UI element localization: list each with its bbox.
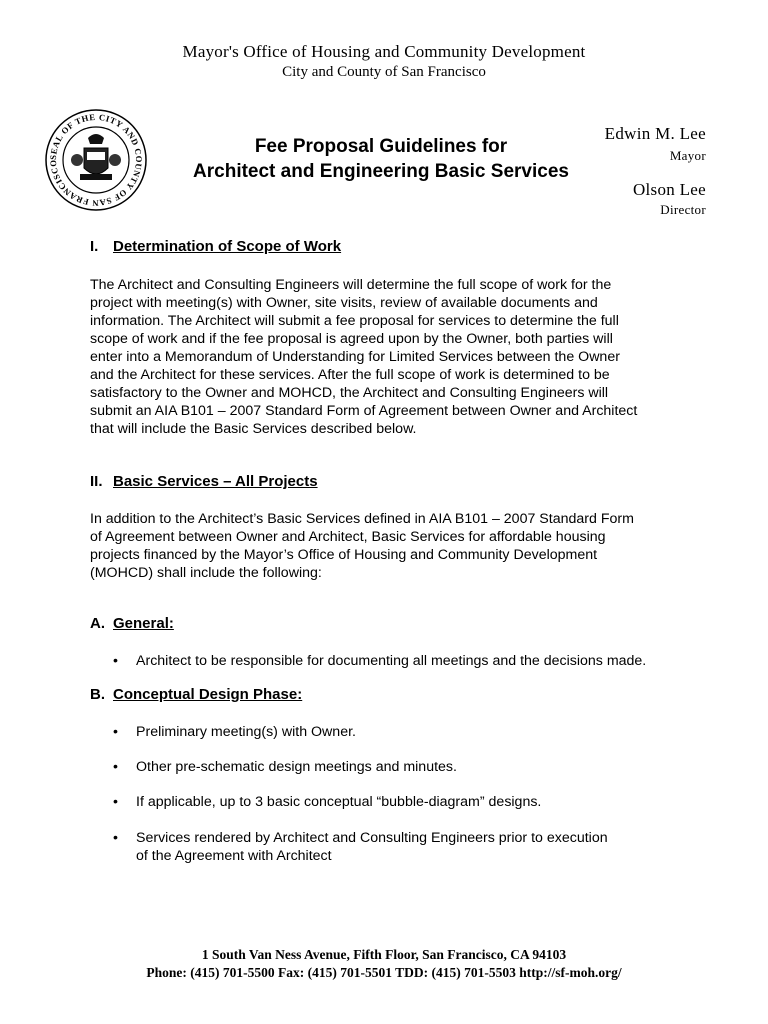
document-title bbox=[150, 134, 612, 184]
section-1-line: information. The Architect will submit a fee proposal for services to determine the full bbox=[90, 313, 619, 329]
office-name: Mayor's Office of Housing and Community Development bbox=[182, 42, 586, 61]
section-2-line: In addition to the Architect’s Basic Services defined in AIA B101 – 2007 Standard Form bbox=[90, 511, 634, 527]
bullet-icon: • bbox=[113, 794, 118, 810]
list-item bbox=[113, 758, 713, 776]
director-role: Director bbox=[660, 202, 706, 217]
subsection-a-title: General: bbox=[113, 615, 174, 632]
section-2-title: Basic Services – All Projects bbox=[113, 473, 318, 490]
section-2-line: of Agreement between Owner and Architect, Basic Services for affordable housing bbox=[90, 529, 606, 545]
title-line-1: Fee Proposal Guidelines for bbox=[254, 136, 508, 157]
subsection-a-letter: A. bbox=[90, 615, 105, 632]
bullet-text: Architect to be responsible for documenting all meetings and the decisions made. bbox=[136, 653, 647, 669]
section-1-body bbox=[90, 276, 710, 438]
city-seal-icon bbox=[44, 108, 148, 212]
subsection-a-heading bbox=[90, 615, 174, 632]
bullet-icon: • bbox=[113, 830, 118, 846]
mayor-name: Edwin M. Lee bbox=[604, 124, 706, 143]
section-2-line: projects financed by the Mayor’s Office of Housing and Community Development bbox=[90, 547, 598, 563]
section-1-line: scope of work and if the fee proposal is agreed upon by the Owner, both parties will bbox=[90, 331, 613, 347]
list-item bbox=[113, 723, 713, 741]
subsection-b-letter: B. bbox=[90, 686, 105, 703]
section-1-title: Determination of Scope of Work bbox=[113, 238, 342, 255]
section-1-line: satisfactory to the Owner and MOHCD, the Architect and Consulting Engineers will bbox=[90, 385, 609, 401]
bullet-icon: • bbox=[113, 759, 118, 775]
footer-address: 1 South Van Ness Avenue, Fifth Floor, San Francisco, CA 94103 bbox=[201, 947, 567, 962]
section-1-number: I. bbox=[90, 238, 99, 255]
section-2-body bbox=[90, 510, 710, 582]
bullet-text bbox=[136, 829, 696, 865]
section-1-line: and the Architect for these services. After the full scope of work is determined to be bbox=[90, 367, 610, 383]
list-item bbox=[113, 829, 713, 865]
section-1-heading bbox=[90, 238, 341, 255]
list-item bbox=[113, 652, 713, 670]
section-1-line: enter into a Memorandum of Understanding for Limited Services between the Owner bbox=[90, 349, 620, 365]
section-1-line: The Architect and Consulting Engineers will determine the full scope of work for the bbox=[90, 277, 612, 293]
bullet-text: Preliminary meeting(s) with Owner. bbox=[136, 724, 356, 740]
seal-emblem bbox=[71, 134, 121, 180]
section-1-line: project with meeting(s) with Owner, site visits, review of available documents and bbox=[90, 295, 598, 311]
director-name: Olson Lee bbox=[632, 180, 706, 199]
list-item bbox=[113, 793, 713, 811]
section-2-line: (MOHCD) shall include the following: bbox=[90, 565, 322, 581]
mayor-role: Mayor bbox=[669, 148, 706, 163]
subsection-b-title: Conceptual Design Phase: bbox=[113, 686, 303, 703]
bullet-text: Other pre-schematic design meetings and minutes. bbox=[136, 759, 457, 775]
bullet-icon: • bbox=[113, 724, 118, 740]
section-2-number: II. bbox=[90, 473, 103, 490]
section-1-line: submit an AIA B101 – 2007 Standard Form of Agreement between Owner and Architect bbox=[90, 403, 638, 419]
seal-text: SEAL OF THE CITY AND COUNTY OF SAN FRANCISCO bbox=[47, 111, 145, 209]
bullet-text-line-1: Services rendered by Architect and Consulting Engineers prior to execution bbox=[136, 830, 608, 846]
bullet-text-line-2: of the Agreement with Architect bbox=[136, 848, 332, 864]
bullet-icon: • bbox=[113, 653, 118, 669]
title-line-2: Architect and Engineering Basic Services bbox=[193, 161, 569, 182]
jurisdiction-name: City and County of San Francisco bbox=[282, 64, 486, 80]
subsection-b-heading bbox=[90, 686, 302, 703]
section-1-line: that will include the Basic Services described below. bbox=[90, 421, 417, 437]
footer-contact: Phone: (415) 701-5500 Fax: (415) 701-5501 TDD: (415) 701-5503 http://sf-moh.org/ bbox=[146, 965, 622, 980]
bullet-text: If applicable, up to 3 basic conceptual “bubble-diagram” designs. bbox=[136, 794, 542, 810]
section-2-heading bbox=[90, 473, 318, 490]
